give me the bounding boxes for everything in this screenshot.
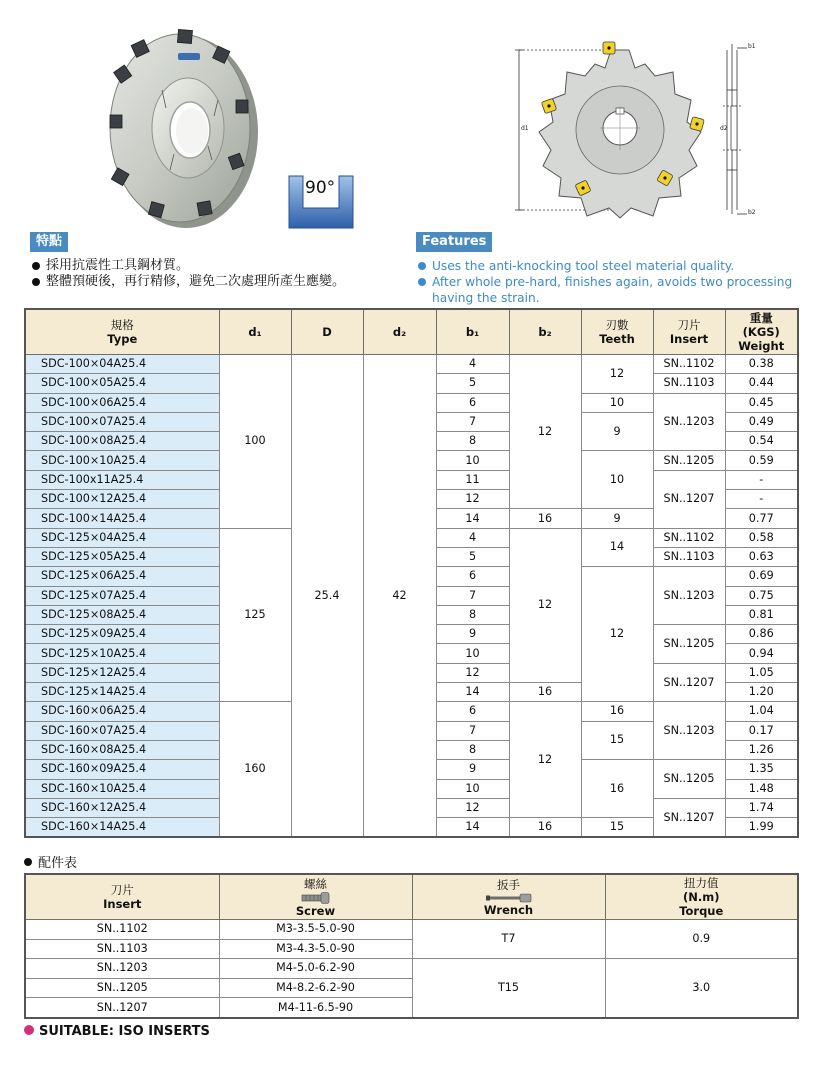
header-insert: 刀片 Insert xyxy=(653,309,725,355)
b1-cell: 6 xyxy=(436,567,509,586)
weight-cell: 1.35 xyxy=(725,760,798,779)
teeth-cell: 12 xyxy=(581,355,653,394)
angle-label: 90° xyxy=(305,178,336,198)
weight-cell: 0.17 xyxy=(725,721,798,740)
teeth-cell: 15 xyxy=(581,818,653,838)
weight-cell: - xyxy=(725,490,798,509)
cutter-photo xyxy=(100,20,270,235)
teeth-cell: 16 xyxy=(581,760,653,818)
header-d2: d₂ xyxy=(363,309,436,355)
type-cell: SDC-100×04A25.4 xyxy=(25,355,219,374)
b2-cell: 16 xyxy=(509,509,581,528)
type-cell: SDC-100×10A25.4 xyxy=(25,451,219,470)
teeth-cell: 12 xyxy=(581,567,653,702)
b1-cell: 8 xyxy=(436,432,509,451)
b2-cell: 16 xyxy=(509,683,581,702)
insert-cell: SN..1102 xyxy=(653,528,725,547)
header-b2: b₂ xyxy=(509,309,581,355)
acc-header-torque: 扭力值 (N.m) Torque xyxy=(605,874,798,920)
b2-cell: 12 xyxy=(509,702,581,818)
b1-cell: 10 xyxy=(436,451,509,470)
acc-wrench-cell: T15 xyxy=(412,959,605,1018)
acc-screw-cell: M4-5.0-6.2-90 xyxy=(219,959,412,979)
weight-cell: 1.74 xyxy=(725,798,798,817)
acc-insert-cell: SN..1102 xyxy=(25,920,219,940)
accessories-table-body xyxy=(25,920,798,1018)
type-cell: SDC-125×05A25.4 xyxy=(25,547,219,566)
screw-icon xyxy=(301,892,331,904)
type-cell: SDC-125×10A25.4 xyxy=(25,644,219,663)
type-cell: SDC-160×09A25.4 xyxy=(25,760,219,779)
insert-cell: SN..1103 xyxy=(653,374,725,393)
teeth-cell: 10 xyxy=(581,393,653,412)
weight-cell: 0.49 xyxy=(725,412,798,431)
insert-cell: SN..1207 xyxy=(653,470,725,528)
acc-torque-cell: 3.0 xyxy=(605,959,798,1018)
b1-cell: 8 xyxy=(436,740,509,759)
acc-screw-cell: M3-3.5-5.0-90 xyxy=(219,920,412,940)
weight-cell: 1.26 xyxy=(725,740,798,759)
insert-cell: SN..1203 xyxy=(653,702,725,760)
teeth-cell: 9 xyxy=(581,412,653,451)
acc-torque-cell: 0.9 xyxy=(605,920,798,959)
header-d1: d₁ xyxy=(219,309,291,355)
acc-header-insert: 刀片 Insert xyxy=(25,874,219,920)
type-cell: SDC-125×12A25.4 xyxy=(25,663,219,682)
type-cell: SDC-125×08A25.4 xyxy=(25,605,219,624)
weight-cell: 0.77 xyxy=(725,509,798,528)
features-en-title: Features xyxy=(416,232,492,252)
b1-cell: 8 xyxy=(436,605,509,624)
type-cell: SDC-160×06A25.4 xyxy=(25,702,219,721)
feature-en-item: Uses the anti-knocking tool steel material quality. xyxy=(416,258,806,274)
b2-label: b2 xyxy=(748,209,756,216)
D-cell: 25.4 xyxy=(291,355,363,838)
weight-cell: 1.04 xyxy=(725,702,798,721)
weight-cell: 0.59 xyxy=(725,451,798,470)
b1-cell: 14 xyxy=(436,509,509,528)
features-zh-list xyxy=(30,258,400,290)
acc-insert-cell: SN..1203 xyxy=(25,959,219,979)
b1-cell: 5 xyxy=(436,547,509,566)
insert-cell: SN..1205 xyxy=(653,760,725,799)
type-cell: SDC-100×12A25.4 xyxy=(25,490,219,509)
b1-cell: 12 xyxy=(436,798,509,817)
weight-cell: 0.38 xyxy=(725,355,798,374)
weight-cell: 1.20 xyxy=(725,683,798,702)
b1-cell: 7 xyxy=(436,721,509,740)
b1-cell: 9 xyxy=(436,760,509,779)
spec-header-row xyxy=(25,309,798,355)
type-cell: SDC-125×07A25.4 xyxy=(25,586,219,605)
acc-insert-cell: SN..1205 xyxy=(25,978,219,998)
type-cell: SDC-160×08A25.4 xyxy=(25,740,219,759)
d1-cell: 125 xyxy=(219,528,291,702)
weight-cell: 0.54 xyxy=(725,432,798,451)
type-cell: SDC-100×08A25.4 xyxy=(25,432,219,451)
d1-cell: 100 xyxy=(219,355,291,529)
type-cell: SDC-100×06A25.4 xyxy=(25,393,219,412)
wrench-icon xyxy=(486,893,532,903)
weight-cell: - xyxy=(725,470,798,489)
type-cell: SDC-125×14A25.4 xyxy=(25,683,219,702)
b1-cell: 6 xyxy=(436,702,509,721)
features-en-list xyxy=(416,258,806,306)
b1-cell: 7 xyxy=(436,586,509,605)
acc-header-wrench: 扳手 Wrench xyxy=(412,874,605,920)
header-teeth: 刃數 Teeth xyxy=(581,309,653,355)
angle-badge xyxy=(285,170,357,232)
header-type: 規格 Type xyxy=(25,309,219,355)
b1-cell: 5 xyxy=(436,374,509,393)
b1-cell: 9 xyxy=(436,625,509,644)
b1-cell: 4 xyxy=(436,528,509,547)
acc-header-screw: 螺絲 Screw xyxy=(219,874,412,920)
accessories-table xyxy=(24,873,799,1019)
b1-cell: 12 xyxy=(436,490,509,509)
insert-cell: SN..1102 xyxy=(653,355,725,374)
feature-zh-item: 整體預硬後，再行精修，避免二次處理所產生應變。 xyxy=(30,274,400,290)
type-cell: SDC-160×10A25.4 xyxy=(25,779,219,798)
d1-cell: 160 xyxy=(219,702,291,838)
b1-cell: 12 xyxy=(436,663,509,682)
b1-cell: 6 xyxy=(436,393,509,412)
teeth-cell: 14 xyxy=(581,528,653,567)
table-row xyxy=(25,355,798,374)
insert-cell: SN..1103 xyxy=(653,547,725,566)
insert-cell: SN..1205 xyxy=(653,625,725,664)
type-cell: SDC-100×14A25.4 xyxy=(25,509,219,528)
weight-cell: 0.75 xyxy=(725,586,798,605)
weight-cell: 0.63 xyxy=(725,547,798,566)
header-b1: b₁ xyxy=(436,309,509,355)
b1-cell: 11 xyxy=(436,470,509,489)
b1-cell: 7 xyxy=(436,412,509,431)
d2-cell: 42 xyxy=(363,355,436,838)
teeth-cell: 16 xyxy=(581,702,653,721)
type-cell: SDC-125×09A25.4 xyxy=(25,625,219,644)
b1-cell: 14 xyxy=(436,683,509,702)
teeth-cell: 10 xyxy=(581,451,653,509)
b1-cell: 10 xyxy=(436,779,509,798)
insert-cell: SN..1207 xyxy=(653,798,725,837)
spec-table xyxy=(24,308,799,838)
weight-cell: 1.48 xyxy=(725,779,798,798)
b2-cell: 16 xyxy=(509,818,581,838)
acc-screw-cell: M4-8.2-6.2-90 xyxy=(219,978,412,998)
accessories-title: 配件表 xyxy=(24,852,77,871)
weight-cell: 1.99 xyxy=(725,818,798,838)
suitable-note: SUITABLE: ISO INSERTS xyxy=(24,1024,210,1039)
weight-cell: 1.05 xyxy=(725,663,798,682)
type-cell: SDC-125×06A25.4 xyxy=(25,567,219,586)
weight-cell: 0.81 xyxy=(725,605,798,624)
acc-insert-cell: SN..1103 xyxy=(25,939,219,959)
d1-label: d1 xyxy=(521,125,529,132)
b1-cell: 4 xyxy=(436,355,509,374)
teeth-cell: 9 xyxy=(581,509,653,528)
b2-cell: 12 xyxy=(509,355,581,509)
type-cell: SDC-160×12A25.4 xyxy=(25,798,219,817)
acc-screw-cell: M3-4.3-5.0-90 xyxy=(219,939,412,959)
header-weight: 重量 (KGS) Weight xyxy=(725,309,798,355)
weight-cell: 0.44 xyxy=(725,374,798,393)
type-cell: SDC-160×14A25.4 xyxy=(25,818,219,838)
header-D: D xyxy=(291,309,363,355)
type-cell: SDC-160×07A25.4 xyxy=(25,721,219,740)
type-cell: SDC-100×07A25.4 xyxy=(25,412,219,431)
feature-en-item: After whole pre-hard, finishes again, avoids two processing having the strain. xyxy=(416,274,806,306)
technical-drawing xyxy=(505,38,780,223)
weight-cell: 0.45 xyxy=(725,393,798,412)
b2-cell: 12 xyxy=(509,528,581,682)
accessories-header-row xyxy=(25,874,798,920)
insert-cell: SN..1205 xyxy=(653,451,725,470)
teeth-cell: 15 xyxy=(581,721,653,760)
type-cell: SDC-100x11A25.4 xyxy=(25,470,219,489)
b1-cell: 14 xyxy=(436,818,509,838)
weight-cell: 0.94 xyxy=(725,644,798,663)
insert-cell: SN..1203 xyxy=(653,393,725,451)
features-zh-title: 特點 xyxy=(30,232,68,252)
table-row xyxy=(25,959,798,979)
feature-zh-item: 採用抗震性工具鋼材質。 xyxy=(30,258,400,274)
table-row xyxy=(25,920,798,940)
type-cell: SDC-100×05A25.4 xyxy=(25,374,219,393)
insert-cell: SN..1207 xyxy=(653,663,725,702)
type-cell: SDC-125×04A25.4 xyxy=(25,528,219,547)
spec-table-body xyxy=(25,355,798,838)
insert-cell: SN..1203 xyxy=(653,567,725,625)
b1-label: b1 xyxy=(748,43,756,50)
acc-insert-cell: SN..1207 xyxy=(25,998,219,1018)
b1-cell: 10 xyxy=(436,644,509,663)
weight-cell: 0.58 xyxy=(725,528,798,547)
weight-cell: 0.86 xyxy=(725,625,798,644)
acc-wrench-cell: T7 xyxy=(412,920,605,959)
d2-label: d2 xyxy=(720,125,728,132)
weight-cell: 0.69 xyxy=(725,567,798,586)
acc-screw-cell: M4-11-6.5-90 xyxy=(219,998,412,1018)
